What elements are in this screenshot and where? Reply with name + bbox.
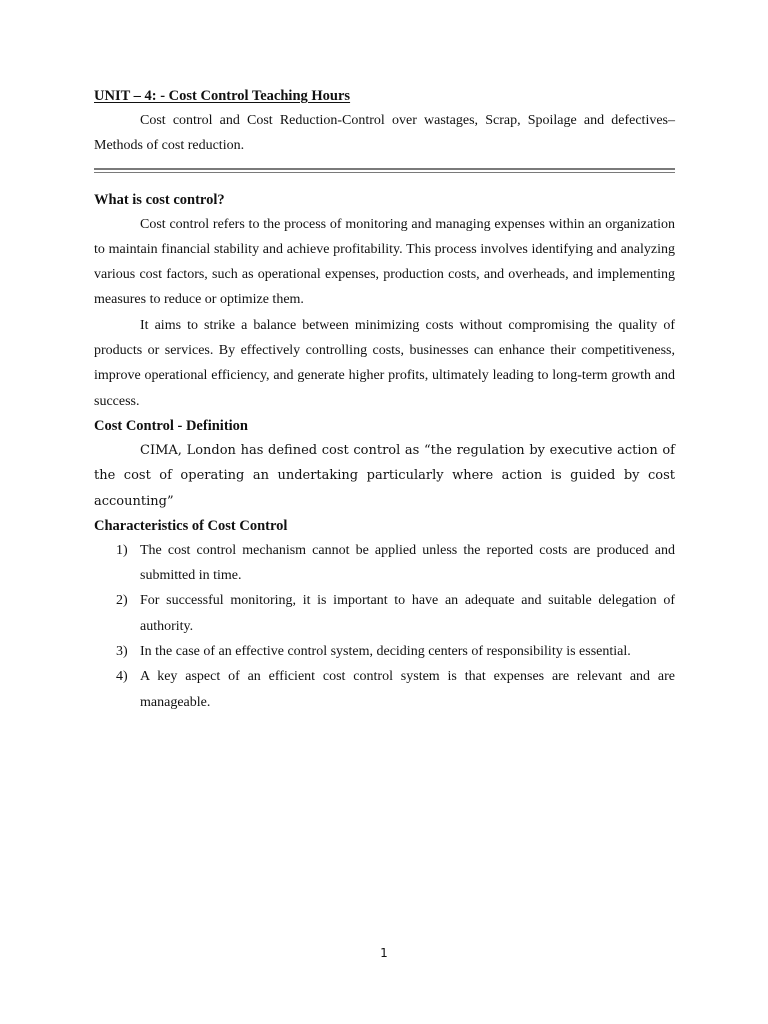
list-item-number: 4) <box>116 669 128 685</box>
section-divider <box>94 168 675 173</box>
list-item <box>94 538 675 589</box>
unit-title: UNIT – 4: - Cost Control Teaching Hours <box>94 88 351 104</box>
definition-text: CIMA, London has defined cost control as “the regulation by executive action of the cost of operating an undertaking particularly where action is guided by cost accounting” <box>94 442 675 509</box>
paragraph-cost-control-1: Cost control refers to the process of monitoring and managing expenses within an organization to maintain financial stability and achieve profitability. This process involves identifying and analyzing various cost factors, such as operational expenses, production costs, and overheads, and implementing measures to reduce or optimize them. <box>94 216 675 308</box>
list-item-text: The cost control mechanism cannot be applied unless the reported costs are produced and submitted in time. <box>140 542 675 584</box>
list-item <box>94 664 675 715</box>
list-item-number: 3) <box>116 644 128 660</box>
heading-cost-control-definition: Cost Control - Definition <box>94 417 248 434</box>
list-item <box>94 639 675 664</box>
list-item-text: For successful monitoring, it is important to have an adequate and suitable delegation of authority. <box>140 593 675 634</box>
list-item-number: 2) <box>116 593 128 609</box>
paragraph-cost-control-2: It aims to strike a balance between minimizing costs without compromising the quality of products or services. By effectively controlling costs, businesses can enhance their competitiveness, improve operational efficiency, and generate higher profits, ultimately leading to long-term growth and success. <box>94 317 675 409</box>
document-page <box>94 86 675 715</box>
characteristics-list <box>94 538 675 715</box>
list-item-number: 1) <box>116 542 128 558</box>
unit-intro: Cost control and Cost Reduction-Control over wastages, Scrap, Spoilage and defectives– Methods of cost reduction. <box>94 113 675 154</box>
heading-characteristics: Characteristics of Cost Control <box>94 517 288 534</box>
list-item-text: A key aspect of an efficient cost control system is that expenses are relevant and are manageable. <box>140 669 675 710</box>
list-item-text: In the case of an effective control system, deciding centers of responsibility is essential. <box>140 644 631 660</box>
page-number: 1 <box>380 946 388 960</box>
list-item <box>94 588 675 639</box>
heading-what-is-cost-control: What is cost control? <box>94 191 225 208</box>
